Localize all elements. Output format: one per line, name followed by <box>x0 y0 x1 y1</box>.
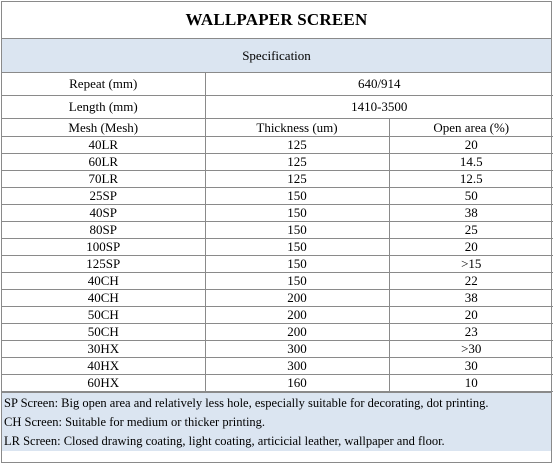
column-header-thickness: Thickness (um) <box>205 119 389 137</box>
column-header-open-area: Open area (%) <box>389 119 553 137</box>
thickness-cell: 125 <box>205 137 389 154</box>
table-row <box>2 171 553 188</box>
open-area-cell: 12.5 <box>389 171 553 188</box>
table-row <box>2 205 553 222</box>
note-sp-screen: SP Screen: Big open area and relatively less hole, especially suitable for decorating, dot printing. <box>4 396 489 410</box>
mesh-cell: 40LR <box>2 137 205 154</box>
thickness-cell: 150 <box>205 273 389 290</box>
notes-section <box>2 392 551 451</box>
open-area-cell: 38 <box>389 290 553 307</box>
mesh-cell: 40CH <box>2 273 205 290</box>
mesh-cell: 60LR <box>2 154 205 171</box>
open-area-cell: 20 <box>389 239 553 256</box>
repeat-value: 640/914 <box>205 73 553 96</box>
thickness-cell: 150 <box>205 239 389 256</box>
length-value: 1410-3500 <box>205 96 553 119</box>
table-row <box>2 222 553 239</box>
table-row <box>2 137 553 154</box>
mesh-cell: 60HX <box>2 375 205 392</box>
open-area-cell: 38 <box>389 205 553 222</box>
open-area-cell: 14.5 <box>389 154 553 171</box>
thickness-cell: 125 <box>205 154 389 171</box>
mesh-cell: 125SP <box>2 256 205 273</box>
table-row <box>2 273 553 290</box>
mesh-cell: 70LR <box>2 171 205 188</box>
open-area-cell: 20 <box>389 307 553 324</box>
table-row <box>2 256 553 273</box>
table-row <box>2 154 553 171</box>
mesh-cell: 50CH <box>2 307 205 324</box>
table-row <box>2 324 553 341</box>
spec-table <box>2 73 553 392</box>
specification-header: Specification <box>2 39 551 73</box>
mesh-cell: 80SP <box>2 222 205 239</box>
spec-sheet <box>1 1 552 463</box>
open-area-cell: 23 <box>389 324 553 341</box>
thickness-cell: 300 <box>205 358 389 375</box>
thickness-cell: 160 <box>205 375 389 392</box>
thickness-cell: 200 <box>205 307 389 324</box>
table-row <box>2 239 553 256</box>
mesh-cell: 25SP <box>2 188 205 205</box>
thickness-cell: 300 <box>205 341 389 358</box>
column-header-row <box>2 119 553 137</box>
table-row <box>2 358 553 375</box>
open-area-cell: 30 <box>389 358 553 375</box>
page-title: WALLPAPER SCREEN <box>2 2 551 39</box>
mesh-cell: 40SP <box>2 205 205 222</box>
note-ch-screen: CH Screen: Suitable for medium or thicker printing. <box>4 415 266 429</box>
open-area-cell: >30 <box>389 341 553 358</box>
table-row <box>2 188 553 205</box>
table-row <box>2 375 553 392</box>
mesh-cell: 40HX <box>2 358 205 375</box>
note-lr-screen: LR Screen: Closed drawing coating, light coating, articicial leather, wallpaper and floor. <box>4 434 445 448</box>
repeat-label: Repeat (mm) <box>2 73 205 96</box>
thickness-cell: 200 <box>205 324 389 341</box>
open-area-cell: 22 <box>389 273 553 290</box>
thickness-cell: 150 <box>205 188 389 205</box>
thickness-cell: 125 <box>205 171 389 188</box>
thickness-cell: 150 <box>205 205 389 222</box>
mesh-cell: 100SP <box>2 239 205 256</box>
open-area-cell: 50 <box>389 188 553 205</box>
thickness-cell: 150 <box>205 256 389 273</box>
mesh-cell: 40CH <box>2 290 205 307</box>
repeat-row <box>2 73 553 96</box>
table-row <box>2 341 553 358</box>
length-row <box>2 96 553 119</box>
column-header-mesh: Mesh (Mesh) <box>2 119 205 137</box>
mesh-cell: 30HX <box>2 341 205 358</box>
thickness-cell: 200 <box>205 290 389 307</box>
open-area-cell: 20 <box>389 137 553 154</box>
table-row <box>2 307 553 324</box>
open-area-cell: 10 <box>389 375 553 392</box>
open-area-cell: >15 <box>389 256 553 273</box>
thickness-cell: 150 <box>205 222 389 239</box>
table-row <box>2 290 553 307</box>
length-label: Length (mm) <box>2 96 205 119</box>
mesh-cell: 50CH <box>2 324 205 341</box>
open-area-cell: 25 <box>389 222 553 239</box>
